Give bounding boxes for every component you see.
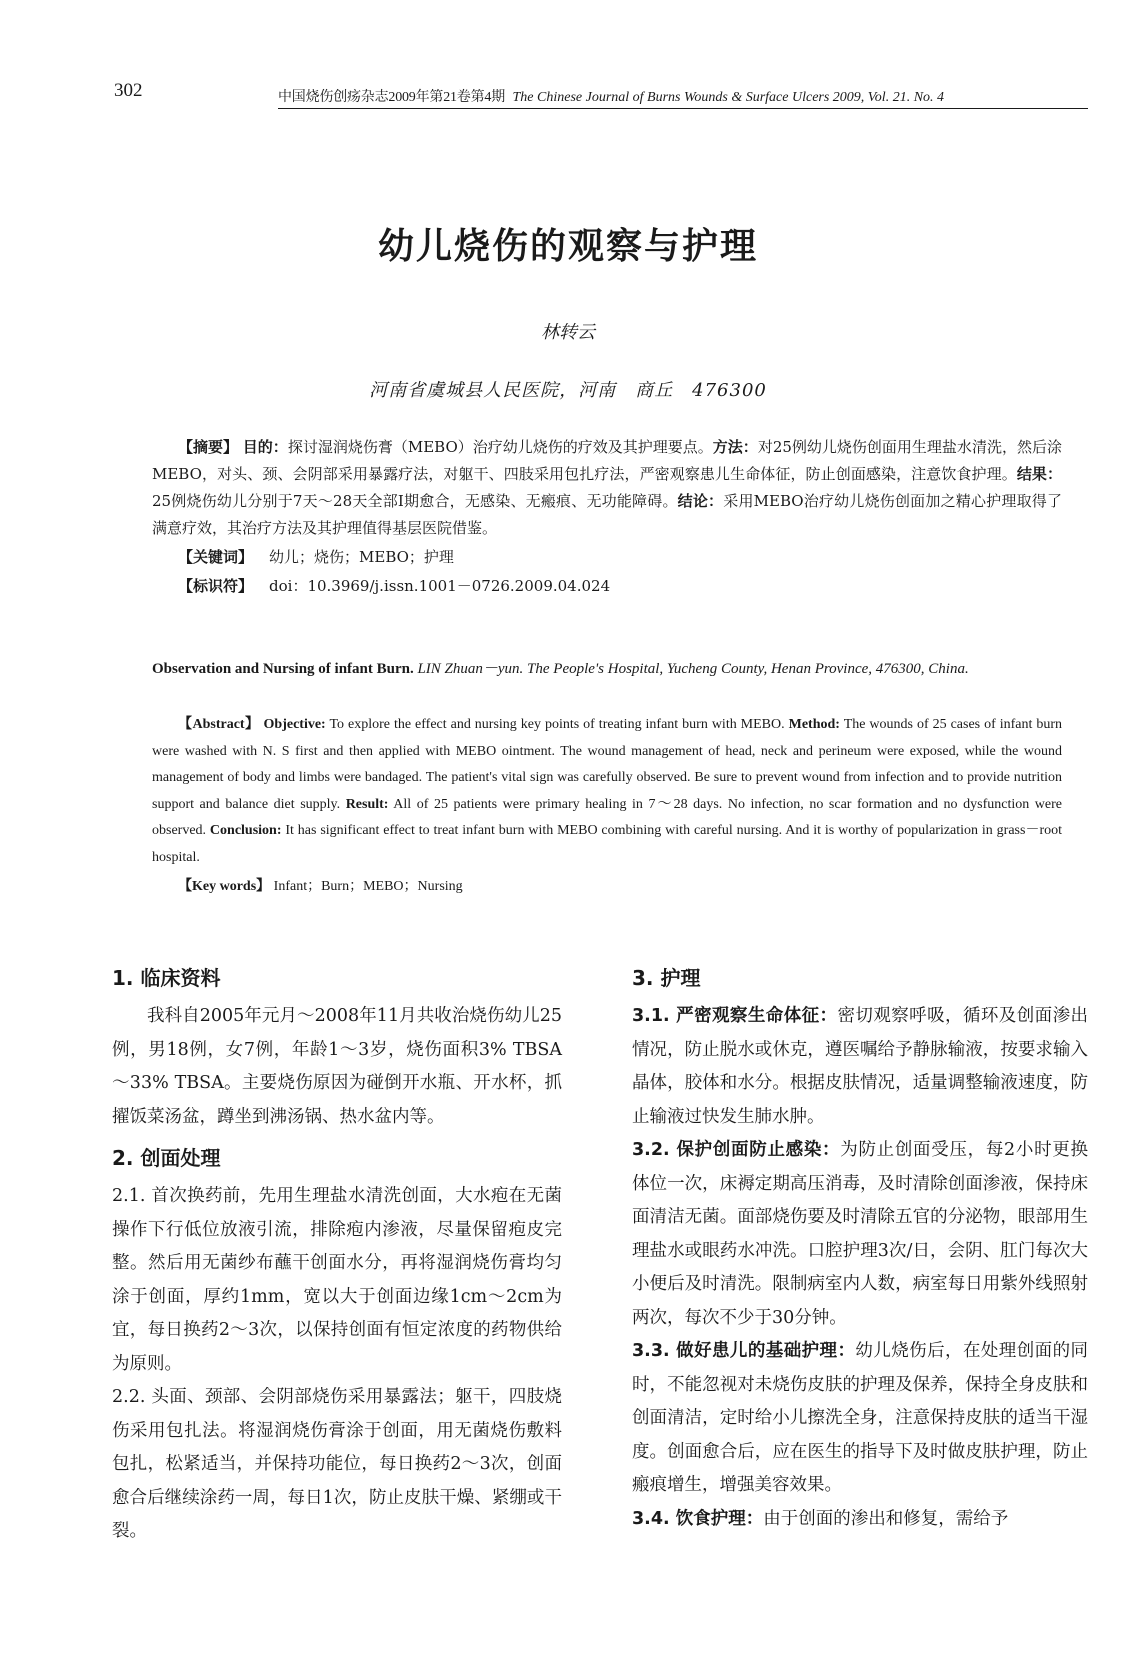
objective-en-text: To explore the effect and nursing key points of treating infant burn with MEBO.: [329, 717, 785, 732]
abstract-chinese: [152, 434, 1062, 600]
section-3-1-label: 3.1. 严密观察生命体征：: [632, 1006, 838, 1026]
objective-en-label: Objective:: [263, 717, 326, 732]
journal-name-en: The Chinese Journal of Burns Wounds & Surface Ulcers 2009, Vol. 21. No. 4: [512, 90, 945, 105]
body-column-right: [632, 960, 1088, 1536]
conclusion-en-label: Conclusion:: [209, 823, 282, 838]
result-en-text: All of 25 patients were primary healing in 7～28 days. No infection, no scar formation and no dysfunction were observed.: [152, 796, 1062, 838]
body-column-left: [112, 960, 562, 1549]
section-1-paragraph: 我科自2005年元月～2008年11月共收治烧伤幼儿25例，男18例，女7例，年龄1～3岁，烧伤面积3% TBSA～33% TBSA。主要烧伤原因为碰倒开水瓶、开水杯，抓擢饭菜汤盆，蹲坐到沸汤锅、热水盆内等。: [112, 1006, 562, 1127]
method-en-label: Method:: [788, 717, 840, 732]
running-header: [278, 86, 1088, 109]
result-cn-label: 结果：: [1016, 465, 1062, 483]
method-en-text: The wounds of 25 cases of infant burn were washed with N. S first and then applied with MEBO ointment. The wound management of head, neck and perineum were exposed, while the wound management of body and limbs were bandaged. The patient's vital sign was carefully observed. Be sure to prevent wound from infection and to provide nutrition support and balance diet supply.: [152, 717, 1063, 812]
keywords-en-label: 【Key words】: [178, 879, 271, 894]
keywords-cn-label: 【关键词】: [178, 548, 254, 566]
section-2-heading: 2. 创面处理: [112, 1146, 221, 1170]
section-3-4-paragraph: [632, 1503, 1088, 1537]
identifier-label: 【标识符】: [178, 577, 254, 595]
objective-cn-label: 目的：: [242, 438, 288, 456]
conclusion-en-text: It has significant effect to treat infant burn with MEBO combining with careful nursing. And it is worthy of popularization in grass－root hospital.: [152, 823, 1063, 865]
section-1-heading: 1. 临床资料: [112, 966, 221, 990]
section-3-1-paragraph: [632, 1000, 1088, 1134]
article-title: 幼儿烧伤的观察与护理: [377, 226, 758, 267]
keywords-en-text: Infant；Burn；MEBO；Nursing: [273, 879, 463, 894]
keywords-en-line: [152, 874, 1062, 901]
article-affiliation: 河南省虞城县人民医院，河南 商丘 476300: [369, 380, 767, 401]
section-3-4-label: 3.4. 饮食护理：: [632, 1508, 764, 1529]
keywords-cn-text: 幼儿；烧伤；MEBO；护理: [269, 548, 454, 566]
keywords-cn-line: [152, 544, 1062, 571]
method-cn-text: 对25例幼儿烧伤创面用生理盐水清洗，然后涂MEBO，对头、颈、会阴部采用暴露疗法，对躯干、四肢采用包扎疗法，严密观察患儿生命体征，防止创面感染，注意饮食护理。: [152, 438, 1062, 483]
method-cn-label: 方法：: [712, 438, 758, 456]
objective-cn-text: 探讨湿润烧伤膏（MEBO）治疗幼儿烧伤的疗效及其护理要点。: [287, 438, 713, 456]
english-authorline: LIN Zhuan－yun. The People's Hospital, Yucheng County, Henan Province, 476300, China.: [417, 661, 969, 677]
abstract-english: [152, 712, 1062, 901]
section-3-heading: 3. 护理: [632, 966, 701, 990]
section-3-3-text: 幼儿烧伤后，在处理创面的同时，不能忽视对未烧伤皮肤的护理及保养，保持全身皮肤和创面清洁，定时给小儿擦洗全身，注意保持皮肤的适当干湿度。创面愈合后，应在医生的指导下及时做皮肤护理，防止瘢痕增生，增强美容效果。: [632, 1341, 1088, 1495]
english-title-block: [152, 656, 1062, 682]
page-number: 302: [114, 80, 143, 101]
abstract-en-label: 【Abstract】: [178, 717, 260, 732]
result-en-label: Result:: [345, 796, 389, 812]
doi-text: doi：10.3969/j.issn.1001－0726.2009.04.024: [269, 577, 611, 595]
abstract-cn-body: [152, 434, 1062, 542]
article-author: 林转云: [541, 322, 595, 343]
journal-name-cn: 中国烧伤创疡杂志2009年第21卷第4期: [278, 90, 505, 105]
conclusion-cn-text: 采用MEBO治疗幼儿烧伤创面加之精心护理取得了满意疗效，其治疗方法及其护理值得基层医院借鉴。: [152, 492, 1062, 537]
conclusion-cn-label: 结论：: [677, 492, 724, 510]
identifier-line: [152, 573, 1062, 600]
abstract-cn-label: 【摘要】: [178, 438, 239, 456]
section-3-2-paragraph: [632, 1134, 1088, 1335]
section-3-3-paragraph: [632, 1335, 1088, 1503]
section-2-1-paragraph: 2.1. 首次换药前，先用生理盐水清洗创面，大水疱在无菌操作下行低位放液引流，排除疱内渗液，尽量保留疱皮完整。然后用无菌纱布蘸干创面水分，再将湿润烧伤膏均匀涂于创面，厚约1mm，宽以大于创面边缘1cm～2cm为宜，每日换药2～3次，以保持创面有恒定浓度的药物供给为原则。: [112, 1186, 562, 1374]
section-3-2-text: 为防止创面受压，每2小时更换体位一次，床褥定期高压消毒，及时清除创面渗液，保持床面清洁无菌。面部烧伤要及时清除五官的分泌物，眼部用生理盐水或眼药水冲洗。口腔护理3次/日，会阴、肛门每次大小便后及时清洗。限制病室内人数，病室每日用紫外线照射两次，每次不少于30分钟。: [632, 1140, 1088, 1328]
section-3-4-text: 由于创面的渗出和修复，需给予: [763, 1508, 1009, 1529]
section-3-3-label: 3.3. 做好患儿的基础护理：: [632, 1341, 856, 1361]
result-cn-text: 25例烧伤幼儿分别于7天～28天全部Ⅰ期愈合，无感染、无瘢痕、无功能障碍。: [152, 492, 678, 510]
english-title: Observation and Nursing of infant Burn.: [152, 661, 414, 677]
section-3-1-text: 密切观察呼吸，循环及创面渗出情况，防止脱水或休克，遵医嘱给予静脉输液，按要求输入晶体，胶体和水分。根据皮肤情况，适量调整输液速度，防止输液过快发生肺水肿。: [632, 1006, 1088, 1127]
section-2-2-paragraph: 2.2. 头面、颈部、会阴部烧伤采用暴露法；躯干，四肢烧伤采用包扎法。将湿润烧伤膏涂于创面，用无菌烧伤敷料包扎，松紧适当，并保持功能位，每日换药2～3次，创面愈合后继续涂药一周，每日1次，防止皮肤干燥、紧绷或干裂。: [112, 1387, 562, 1541]
abstract-en-body: [152, 712, 1062, 871]
section-3-2-label: 3.2. 保护创面防止感染：: [632, 1140, 841, 1160]
